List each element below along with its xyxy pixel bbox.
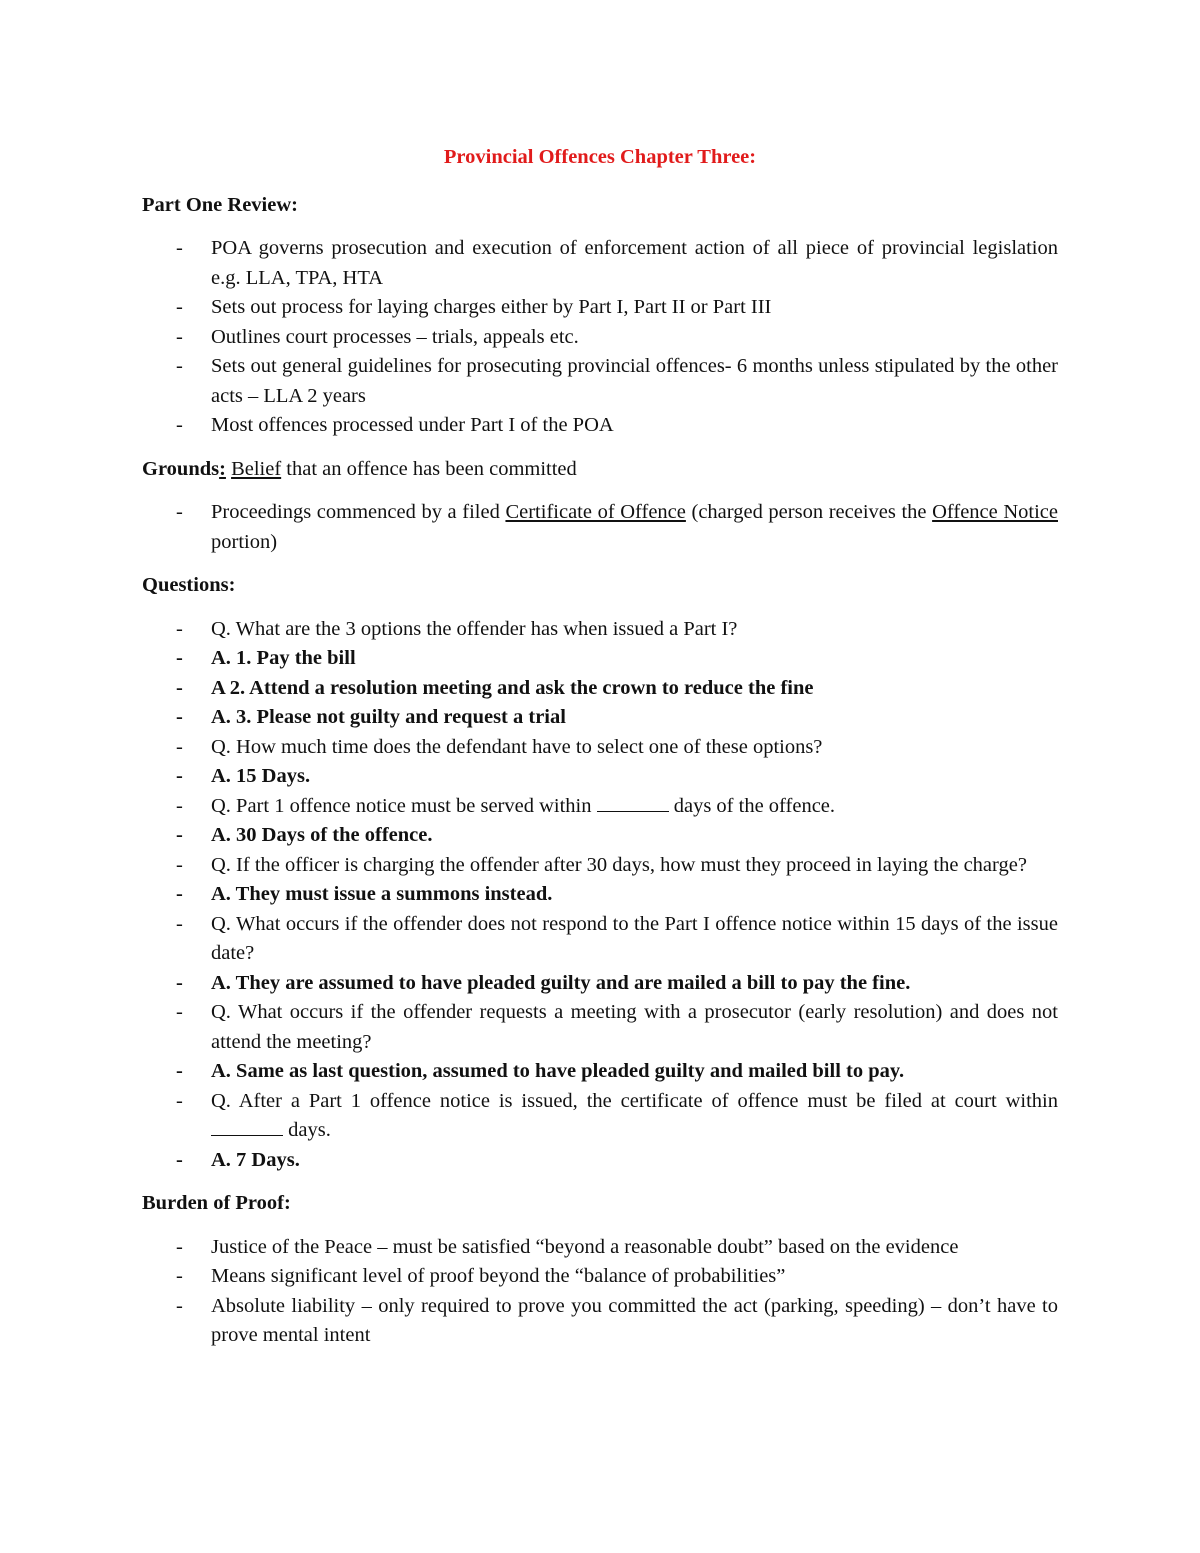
burden-list: [142, 1233, 1058, 1351]
answer-item: - A. 3. Please not guilty and request a trial: [142, 703, 1058, 733]
question-text: days of the offence.: [668, 794, 836, 817]
grounds-label: Grounds: [142, 457, 220, 480]
list-item: [142, 498, 1058, 557]
answer-item: - A. 15 Days.: [142, 762, 1058, 792]
fill-in-blank: [211, 1117, 283, 1136]
burden-heading: Burden of Proof:: [142, 1192, 291, 1214]
list-item: - Justice of the Peace – must be satisfied “beyond a reasonable doubt” based on the evidence: [142, 1233, 1058, 1263]
grounds-item-text: portion): [211, 530, 278, 553]
question-item: - Q. What occurs if the offender does not respond to the Part I offence notice within 15 days of the issue date?: [142, 910, 1058, 969]
certificate-of-offence-term: Certificate of Offence: [505, 501, 686, 523]
answer-item: - A. 30 Days of the offence.: [142, 821, 1058, 851]
offence-notice-term: Offence Notice: [932, 501, 1058, 523]
fill-in-blank: [597, 793, 669, 812]
question-text: days.: [283, 1119, 331, 1141]
answer-item: - A. 7 Days.: [142, 1146, 1058, 1176]
grounds-item-text: (charged person receives the: [685, 501, 933, 523]
question-item: [142, 1087, 1058, 1146]
list-item: - Sets out process for laying charges either by Part I, Part II or Part III: [142, 293, 1058, 323]
answer-item: - A. 1. Pay the bill: [142, 644, 1058, 674]
grounds-item-text: Proceedings commenced by a filed: [211, 501, 506, 523]
grounds-colon: :: [219, 457, 226, 480]
answer-item: - A. They are assumed to have pleaded guilty and are mailed a bill to pay the fine.: [142, 969, 1058, 999]
grounds-text: that an offence has been committed: [281, 457, 577, 480]
belief-term: Belief: [231, 457, 282, 480]
answer-item: - A 2. Attend a resolution meeting and ask the crown to reduce the fine: [142, 674, 1058, 704]
grounds-line: [142, 455, 1058, 485]
question-item: - Q. If the officer is charging the offender after 30 days, how must they proceed in laying the charge?: [142, 851, 1058, 881]
questions-list: [142, 615, 1058, 1176]
question-item: - Q. What occurs if the offender requests a meeting with a prosecutor (early resolution) and does not attend the meeting?: [142, 998, 1058, 1057]
list-item: - Absolute liability – only required to prove you committed the act (parking, speeding) – don’t have to prove mental intent: [142, 1292, 1058, 1351]
question-text: Q. After a Part 1 offence notice is issued, the certificate of offence must be filed at court within: [211, 1089, 1058, 1112]
list-item: - Sets out general guidelines for prosecuting provincial offences- 6 months unless stipulated by the other acts – LLA 2 years: [142, 352, 1058, 411]
question-item: - Q. How much time does the defendant have to select one of these options?: [142, 733, 1058, 763]
questions-heading: Questions:: [142, 574, 236, 596]
part-one-list: [142, 234, 1058, 441]
question-item: - Q. What are the 3 options the offender has when issued a Part I?: [142, 615, 1058, 645]
part-one-heading: Part One Review:: [142, 193, 298, 216]
answer-item: - A. They must issue a summons instead.: [142, 880, 1058, 910]
list-item: - Most offences processed under Part I of the POA: [142, 411, 1058, 441]
question-text: Q. Part 1 offence notice must be served within: [211, 794, 597, 817]
document-page: [142, 143, 1058, 1365]
document-title: Provincial Offences Chapter Three:: [443, 146, 757, 168]
question-item: [142, 792, 1058, 822]
list-item: - POA governs prosecution and execution of enforcement action of all piece of provincial legislation e.g. LLA, TPA, HTA: [142, 234, 1058, 293]
grounds-list: [142, 498, 1058, 557]
answer-item: - A. Same as last question, assumed to have pleaded guilty and mailed bill to pay.: [142, 1057, 1058, 1087]
list-item: - Outlines court processes – trials, appeals etc.: [142, 323, 1058, 353]
list-item: - Means significant level of proof beyond the “balance of probabilities”: [142, 1262, 1058, 1292]
